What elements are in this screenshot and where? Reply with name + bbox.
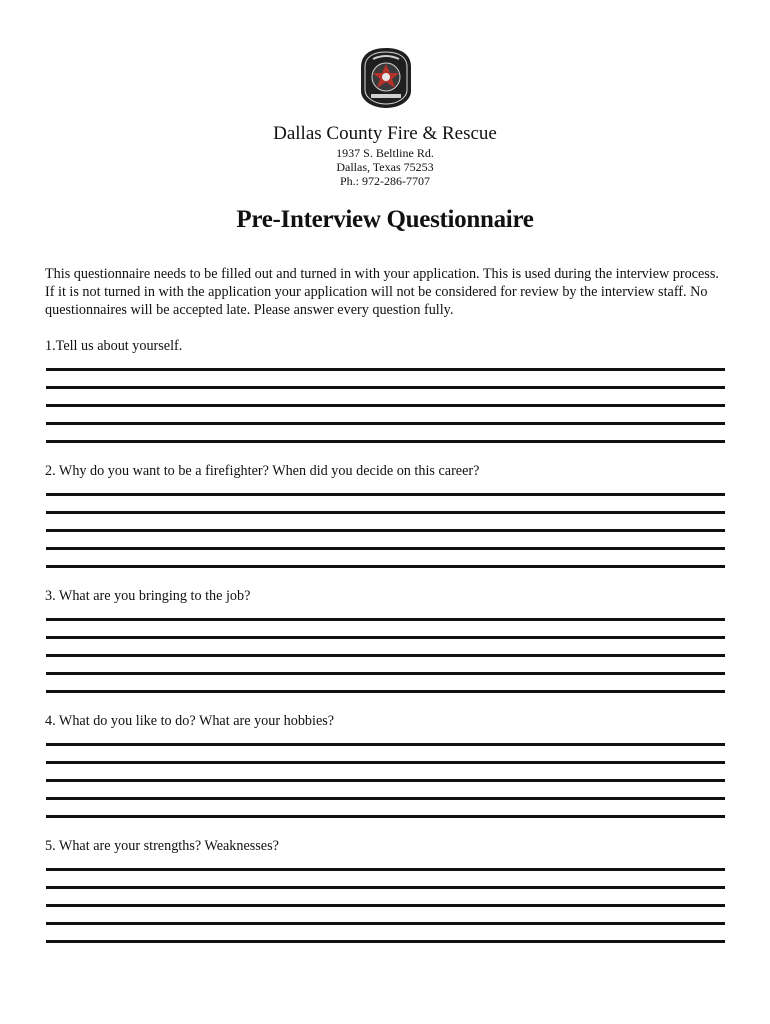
answer-line[interactable] (46, 672, 725, 675)
answer-line[interactable] (46, 440, 725, 443)
street-address: 1937 S. Beltline Rd. (336, 146, 434, 160)
phone-number: Ph.: 972-286-7707 (340, 174, 430, 188)
question-5: 5. What are your strengths? Weaknesses? (45, 838, 279, 854)
answer-line[interactable] (46, 386, 725, 389)
answer-line[interactable] (46, 368, 725, 371)
answer-line[interactable] (46, 868, 725, 871)
answer-line[interactable] (46, 797, 725, 800)
question-3: 3. What are you bringing to the job? (45, 588, 251, 604)
answer-line[interactable] (46, 636, 725, 639)
answer-line[interactable] (46, 511, 725, 514)
answer-line[interactable] (46, 547, 725, 550)
answer-line[interactable] (46, 904, 725, 907)
answer-line[interactable] (46, 779, 725, 782)
answer-line[interactable] (46, 690, 725, 693)
answer-line[interactable] (46, 618, 725, 621)
answer-line[interactable] (46, 493, 725, 496)
organization-header (0, 122, 770, 188)
answer-line[interactable] (46, 404, 725, 407)
answer-line[interactable] (46, 654, 725, 657)
instructions-paragraph: This questionnaire needs to be filled out and turned in with your application. This is used during the interview process. If it is not turned in with the application your application will not be considered for review by the interview staff. No questionnaires will be accepted late. Please answer every question fully. (45, 266, 719, 318)
city-state-zip: Dallas, Texas 75253 (336, 160, 434, 174)
document-title: Pre-Interview Questionnaire (236, 206, 534, 233)
answer-line[interactable] (46, 422, 725, 425)
organization-name: Dallas County Fire & Rescue (273, 123, 497, 144)
answer-line[interactable] (46, 815, 725, 818)
answer-line[interactable] (46, 529, 725, 532)
answer-line[interactable] (46, 761, 725, 764)
answer-line[interactable] (46, 940, 725, 943)
answer-line[interactable] (46, 922, 725, 925)
answer-line[interactable] (46, 565, 725, 568)
answer-line[interactable] (46, 743, 725, 746)
question-2: 2. Why do you want to be a firefighter? When did you decide on this career? (45, 463, 480, 479)
dallas-county-fire-badge-logo (359, 47, 413, 109)
question-1: 1.Tell us about yourself. (45, 338, 183, 354)
question-4: 4. What do you like to do? What are your hobbies? (45, 713, 335, 729)
answer-line[interactable] (46, 886, 725, 889)
